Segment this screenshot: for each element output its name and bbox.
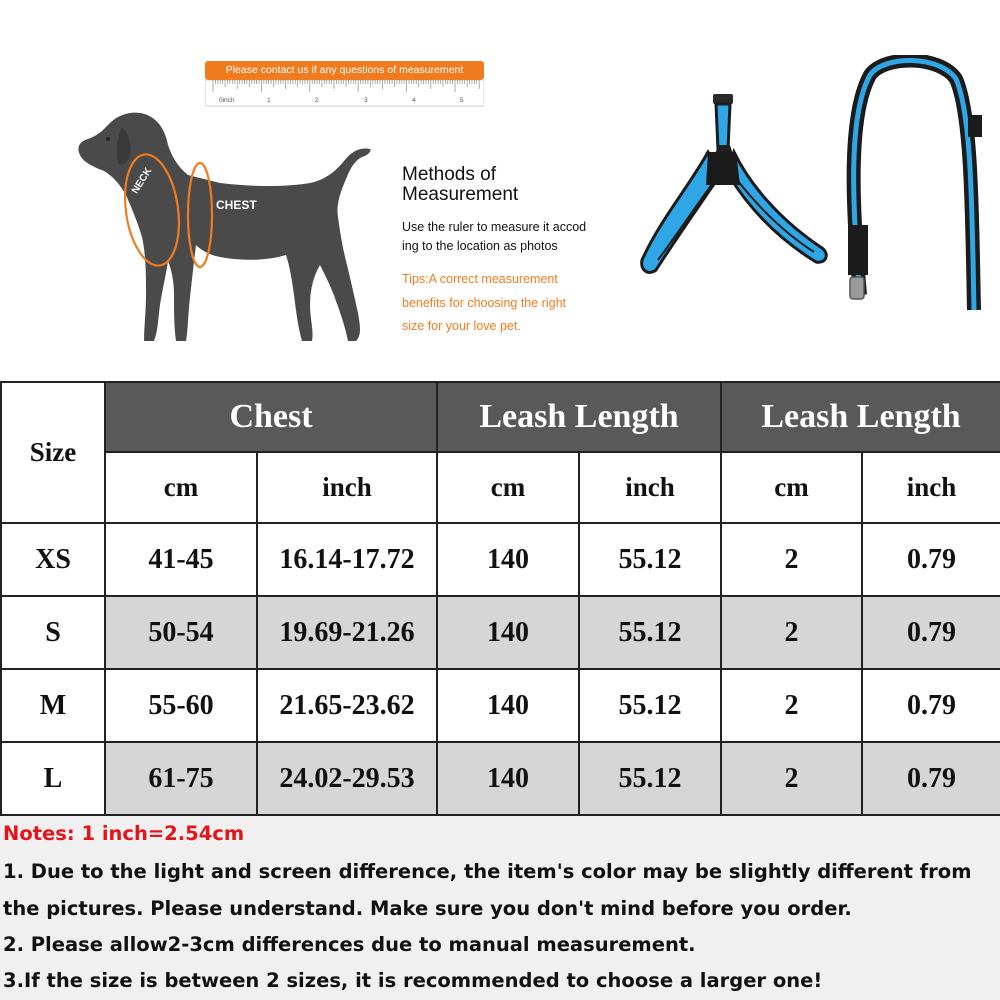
table-cell: 2 — [721, 669, 862, 742]
chest-group-header: Chest — [105, 382, 437, 452]
note-line-3: 2. Please allow2-3cm differences due to manual measurement. — [3, 933, 696, 956]
size-header: Size — [1, 382, 105, 523]
methods-tips-line1: Tips:A correct measurement — [402, 272, 558, 286]
table-row — [1, 596, 1000, 669]
methods-desc-line2: ing to the location as photos — [402, 239, 558, 253]
ruler-banner: Please contact us if any questions of measurement — [205, 61, 484, 80]
unit-header: cm — [437, 452, 579, 523]
table-cell: 140 — [437, 523, 579, 596]
table-cell: 16.14-17.72 — [257, 523, 437, 596]
neck-label: NECK — [130, 165, 155, 196]
ruler-tick-label-1: 1 — [267, 97, 271, 104]
table-cell: 50-54 — [105, 596, 257, 669]
note-line-2: the pictures. Please understand. Make sure you don't mind before you order. — [3, 897, 852, 920]
table-cell: 140 — [437, 596, 579, 669]
methods-desc-line1: Use the ruler to measure it accod — [402, 220, 587, 234]
table-cell: 55.12 — [579, 669, 721, 742]
table-cell: 55.12 — [579, 523, 721, 596]
notes-title: Notes: 1 inch=2.54cm — [3, 822, 245, 845]
table-cell: 2 — [721, 523, 862, 596]
methods-tips-line3: size for your love pet. — [402, 319, 521, 333]
ruler-tick-label-3: 3 — [364, 97, 368, 104]
unit-header: inch — [257, 452, 437, 523]
ruler-icon — [205, 80, 484, 108]
chest-label: CHEST — [216, 198, 257, 212]
size-cell: M — [1, 669, 105, 742]
table-row — [1, 669, 1000, 742]
product-illustration-area — [0, 0, 1000, 380]
table-cell: 2 — [721, 742, 862, 815]
unit-header: inch — [579, 452, 721, 523]
table-cell: 0.79 — [862, 742, 1000, 815]
ruler-tick-label-0: 0inch — [219, 97, 235, 104]
note-line-1: 1. Due to the light and screen difference, the item's color may be slightly different from — [3, 860, 972, 883]
ruler-tick-label-5: 5 — [460, 97, 464, 104]
size-cell: XS — [1, 523, 105, 596]
methods-tips — [402, 268, 602, 339]
table-cell: 61-75 — [105, 742, 257, 815]
harness-product-icon — [630, 90, 835, 290]
table-cell: 21.65-23.62 — [257, 669, 437, 742]
table-cell: 55-60 — [105, 669, 257, 742]
unit-header: cm — [105, 452, 257, 523]
methods-description — [402, 218, 614, 256]
notes-section — [0, 814, 1000, 1000]
size-cell: S — [1, 596, 105, 669]
table-cell: 55.12 — [579, 596, 721, 669]
unit-header: inch — [862, 452, 1000, 523]
leash-product-icon — [840, 55, 985, 320]
table-cell: 2 — [721, 596, 862, 669]
table-cell: 140 — [437, 669, 579, 742]
methods-title-line2: Measurement — [402, 184, 519, 205]
size-cell: L — [1, 742, 105, 815]
table-cell: 0.79 — [862, 596, 1000, 669]
methods-title-line1: Methods of — [402, 164, 496, 185]
unit-header: cm — [721, 452, 862, 523]
methods-title — [402, 165, 622, 205]
leash-length-group-header-2: Leash Length — [721, 382, 1000, 452]
table-cell: 19.69-21.26 — [257, 596, 437, 669]
table-cell: 0.79 — [862, 523, 1000, 596]
methods-tips-line2: benefits for choosing the right — [402, 295, 566, 310]
size-chart-table — [0, 381, 1000, 816]
ruler-tick-label-2: 2 — [315, 97, 319, 104]
note-line-4: 3.If the size is between 2 sizes, it is recommended to choose a larger one! — [3, 969, 823, 992]
table-row — [1, 523, 1000, 596]
leash-length-group-header: Leash Length — [437, 382, 721, 452]
table-cell: 41-45 — [105, 523, 257, 596]
table-cell: 0.79 — [862, 669, 1000, 742]
table-cell: 24.02-29.53 — [257, 742, 437, 815]
dog-silhouette-icon — [70, 105, 380, 350]
table-cell: 55.12 — [579, 742, 721, 815]
table-row — [1, 742, 1000, 815]
ruler-tick-label-4: 4 — [412, 97, 416, 104]
table-cell: 140 — [437, 742, 579, 815]
